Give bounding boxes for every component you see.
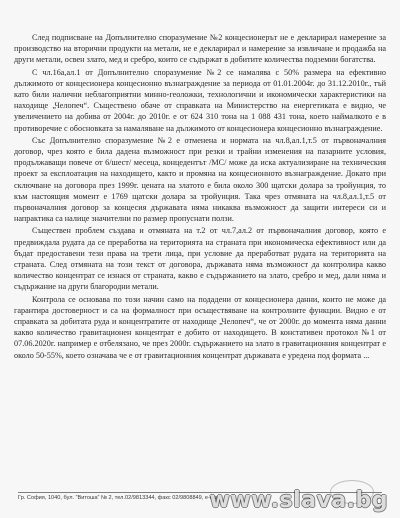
paragraph: Съществен проблем създава и отмяната на т.2 от чл.7,ал.2 от първоначалния договор, която е предвиждала рудата да се преработва на територията на страната при икономическа ефективност или да бъдат предоставени тези права на трети лица, при условие да преработват рудата на територията на страната. След отмяната на този текст от договора, държавата няма възможност да контролира какво количество концентрат се изнася от страната, какво е съдържанието на злато, сребро и мед, дали няма и съдържание на други благородни метали. — [14, 226, 386, 292]
paragraph: С чл.16а,ал.1 от Допълнително споразумение №2 се намалява с 50% размера на ефективно дължимото от концесионера концесионно възнаграждение за периода от 01.01.2004г. до 31.12.2010г., тъй като били налични неблагоприятни минно-геоложки, технологични и икономически характеристики на находище „Челопеч“. Съществено обаче от справката на Министерство на енергетиката е видно, че увеличението на добива от 2004г. до 2010г. е от 624 310 тона на 1 088 431 тона, което наймалкото е в противоречие с обосновката за намаляване на дължимото от концесионера концесионно възнаграждение. — [14, 67, 386, 133]
paragraph: След подписване на Допълнително споразумение №2 концесионерът не е декларирал намерение за производство на вторични продукти на метали, не е декларирал и намерение за извличане и продажба на други метали, освен злато, мед и сребро, които се съдържат в добитите количества подземни богатства. — [14, 33, 386, 65]
paragraph: Контрола се основава по този начин само на подадени от концесионера данни, които не може да гарантира достоверност и са на формалност при осъществяване на контролните функции. Видно е от справката за добитата руда и концентратите от находище „Челопеч“, че от 2000г. до момента няма данни какво количество гравитационен концентрат е добито от находището. В констативен протокол №1 от 07.06.2020г. например е отбелязано, че през 2000г. съдържанието на злато в гравитационния концентрат е около 50-55%, което означава че е от гравитационния концентрат държавата е уредена под формата ... — [14, 294, 386, 360]
paragraph: Със Допълнително споразумение №2 е отменена и нормата на чл.8,ал.1,т.5 от първоначалния договор, чрез която е била дадена възможност при резки и трайни изменения на пазарните условия, продължаващи повече от 6/шест/ месеца, концедентът /МС/ може да иска актуализиране на техническия проект за експлоатация на находището, както и промяна на концесионното възнаграждение. Докато при сключване на договора през 1999г. цената на златото е била около 300 щатски долара за тройунция, то към настоящия момент е 1769 щатски долара за тройунция. Така чрез отмяната на чл.8,ал.1,т.5 от първоначалния договор за концесия държавата няма никаква възможност да защити интереси си и напрактика са налице значителни по размер пропуснати ползи. — [14, 135, 386, 224]
stamp-mark — [330, 480, 374, 504]
page-footer: Гр. София, 1040, бул. “Витоша” № 2, тел.02/9813344, факс 02/9808849, e-mail: — [18, 492, 382, 502]
document-body — [14, 32, 386, 361]
site-watermark: www.slava.bg — [209, 488, 388, 513]
